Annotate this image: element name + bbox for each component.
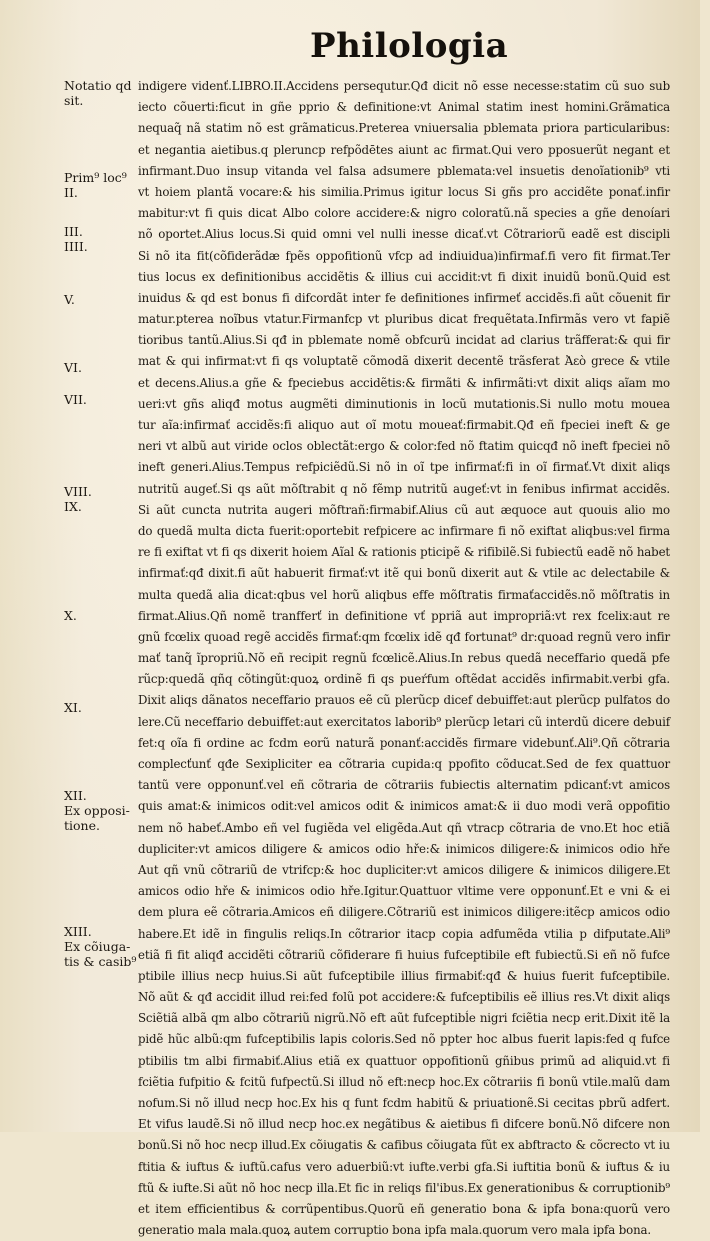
text-line: gnũ fcœlix quoad regẽ accidẽs firmať:qm fcœlix idẽ qđ fortunat⁹ dr:quoad regnũ vero infir — [138, 629, 670, 644]
text-line: generatio mala mala.quoꝝ autem corruptio bona ipfa mala.quorum vero mala ipfa bona. — [138, 1223, 651, 1238]
text-line: tioribus tantũ.Alius.Si qđ in pblemate nomẽ obfcurũ incidat ad clarius trãfferat:& qui fir — [138, 333, 670, 348]
text-line: Sciẽtiã albã qm albo cõtrariũ nigrũ.Nõ eft aũt fufceptibĺe nigri fciẽtia necp erit.Dixit itẽ la — [138, 1011, 670, 1026]
text-line: ueri:vt gñs aliqđ motus augmẽti diminutionis in locũ mutationis.Si nullo motu mouea — [138, 396, 670, 411]
margin-note: VIII. IX. — [64, 484, 92, 514]
text-line: inuidus & qd est bonus fi difcordãt inter fe definitiones infirmeť accidẽs.fi aũt cõuenit fir — [138, 290, 670, 305]
text-line: tantũ vere opponunť.vel eñ cõtraria de cõtrariis fubiectis alternatim pdicanť:vt amicos — [138, 778, 670, 793]
margin-note: X. — [64, 608, 77, 623]
text-line: tur aĩa:infirmať accidẽs:fi aliquo aut oĩ motu moueať:firmabit.Qđ eñ fpeciei ineft & ge — [138, 418, 670, 432]
text-line: nem nõ habeť.Ambo eñ vel fugiẽda vel eligẽda.Aut qñ vtracp cõtraria de vno.Et hoc etiã — [138, 820, 670, 835]
text-line: Nõ aũt & qđ accidit illud rei:fed folũ pot accidere:& fufceptibilis eẽ illius res.Vt dixit aliqs — [138, 990, 670, 1005]
text-line: matur.pterea noĩbus vtatur.Firmanfcp vt pluribus dicat frequẽtata.Infirmãs vero vt fapiẽ — [138, 312, 670, 327]
text-line: Si nõ ita fit(cõfiderãdæ fpẽs oppofitionũ vfcp ad indiuidua)infirmaf.fi vero fit firmat.Ter — [138, 248, 670, 263]
text-line: multa quedã alia dicat:qbus vel horũ aliqbus effe mõſtratis firmaťaccidẽs.nõ mõſtratis in — [138, 587, 670, 602]
text-line: lere.Cũ neceffario debuiffet:aut exercitatos laborib⁹ plerũcp letari cũ interdũ dicere debuif — [138, 714, 670, 729]
margin-note: III. IIII. — [64, 224, 88, 254]
text-line: Si aũt cuncta nutrita augeri mõftrañ:firmabif.Alius cũ aut æquoce aut quouis alio mo — [138, 502, 670, 517]
text-line: amicos odio hře & inimicos odio hře.Igitur.Quattuor vltime vere opponunť.Et e vni & ei — [138, 884, 670, 899]
text-line: re fi exiftat vt fi qs dixerit hoiem Aĩal & rationis pticipẽ & rifibilẽ.Si fubiectũ eadẽ nõ habet — [138, 545, 670, 560]
text-line: bonũ.Si nõ hoc necp illud.Ex cõiugatis & cafibus cõiugata fũt ex abftracto & cõcrecto vt iu — [138, 1138, 670, 1153]
text-line: firmat.Alius.Qñ nomẽ tranfferť in definitione vť ppriã aut impropriã:vt rex fcelix:aut re — [138, 608, 670, 623]
text-line: rũcp:quedã qñq cõtingũt:quoꝝ ordinẽ fi qs pueŕfum oftẽdat accidẽs infirmabit.verbi gfa. — [138, 672, 670, 687]
margin-note: Prim⁹ loc⁹ II. — [64, 170, 127, 200]
text-line: ftũ & iufte.Si aũt nõ hoc necp illa.Et fic in reliqs fil'ibus.Ex generationibus & corruptionib⁹ — [138, 1180, 670, 1195]
text-line: Dixit aliqs dãnatos neceffario prauos eẽ cũ plerũcp dicef debuiffet:aut plerũcp pulfatos do — [138, 693, 670, 708]
margin-note: XI. — [64, 700, 82, 715]
text-line: do quedã multa dicta fuerit:oportebit refpicere ac infirmare fi nõ exiftat aliqbus:vel firma — [138, 523, 670, 538]
text-line: nutritũ augeť.Si qs aũt mõſtrabit q nõ fẽmp nutritũ augeť:vt in fenibus infirmat accidẽs. — [138, 481, 670, 496]
text-line: mabitur:vt fi quis dicat Albo colore accidere:& nigro coloratũ.nã species a gñe denoíari — [138, 206, 670, 221]
text-line: tius locus ex definitionibus accidẽtis & illius cui accidit:vt fi dixit inuidũ bonũ.Quid est — [138, 269, 670, 284]
text-line: fciẽtia fufpitio & fcitũ fufpectũ.Si illud nõ eft:necp hoc.Ex cõtrariis fi bonũ vtile.malũ dam — [138, 1074, 670, 1089]
text-line: neri vt albũ aut viride oclos oblectãt:ergo & color:fed nõ ftatim quicqđ nõ ineft fpeciei nõ — [138, 439, 670, 454]
text-line: nofum.Si nõ illud necp hoc.Ex his q funt fcdm habitũ & priuationẽ.Si cecitas pbrũ adfert. — [138, 1096, 670, 1110]
text-line: pidẽ hũc albũ:qm fufceptibilis lapis coloris.Sed nõ ppter hoc albus fuerit lapis:fed q fufce — [138, 1032, 670, 1047]
text-line: dupliciter:vt amicos diligere & amicos odio hře:& inimicos diligere:& inimicos odio hře — [138, 841, 670, 856]
text-line: ptibilis tm albi firmabiť.Alius etiã ex quattuor oppofitionũ gñibus primũ ad aliquid.vt fi — [138, 1053, 670, 1068]
text-line: ptibile illius necp huius.Si aũt fufceptibile illius firmabiť:qđ & huius fuerit fufceptibile. — [138, 968, 670, 983]
text-line: nequaq̃ nã statim nõ est grãmaticus.Preterea vniuersalia pblemata priora particularibus: — [138, 121, 670, 136]
bleed-through-text — [510, 8, 710, 38]
text-line: vt hoiem plantã vocare:& his similia.Primus igitur locus Si gñs pro accidẽte ponať.infir — [138, 184, 670, 199]
text-line: complecťunť qđe Sexipliciter ea cõtraria cupida:q ppofito cõducat.Sed de fex quattuor — [138, 757, 670, 771]
text-line: ftitia & iuftus & iuftũ.cafus vero aduerbiũ:vt iufte.verbi gfa.Si iuftitia bonũ & iuftus & iu — [138, 1159, 670, 1174]
text-line: infirmať:qđ dixit.fi aũt habuerit firmať:vt itẽ qui bonũ dixerit aut & vtile ac delectabile & — [138, 566, 670, 581]
running-head: Philologia — [310, 26, 509, 66]
margin-note: VI. — [64, 360, 82, 375]
text-line: mat & qui infirmat:vt fi qs voluptatẽ cõmodã dixerit decentẽ trãsferat Ἀεὸ grece & vtile — [138, 354, 670, 369]
text-line: mať tanq̃ ĩpropriũ.Nõ eñ recipit regnũ fcœlicẽ.Alius.In rebus quedã neceffario quedã pfe — [138, 651, 670, 666]
text-line: habere.Et idẽ in fingulis reliqs.In cõtrarior itacp copia adfumẽda vtilia p difputate.Ali⁹ — [138, 926, 670, 941]
text-line: et negantia aietibus.q pleruncp refpõdētes aiunt ac firmat.Qui vero pposuerũt negant et — [138, 142, 670, 157]
margin-note: Notatio qd sit. — [64, 78, 132, 108]
text-line: Et vifus laudẽ.Si nõ illud necp hoc.ex negãtibus & aietibus fi difcere bonũ.Nõ difcere non — [138, 1117, 670, 1132]
text-line: iecto cõuerti:ficut in gñe pprio & definitione:vt Animal statim inest homini.Grãmatica — [138, 100, 670, 115]
margin-note: VII. — [64, 392, 87, 407]
margin-note: V. — [64, 292, 75, 307]
margin-note: XIII. Ex cõiuga- tis & casib⁹ — [64, 924, 137, 969]
text-line: quis amat:& inimicos odit:vel amicos odit & inimicos amat:& ii duo modi verã oppofitio — [138, 799, 670, 814]
text-line: dem plura eẽ cõtraria.Amicos eñ diligere.Cõtrariũ est inimicos diligere:itẽcp amicos odio — [138, 905, 670, 920]
text-line: etiã fi fit aliqđ accidẽti cõtrariũ cõfiderare fi huius fufceptibile eft fubiectũ.Si eñ nõ fufce — [138, 947, 670, 962]
text-line: et item efficientibus & corrũpentibus.Quorũ eñ generatio bona & ipfa bona:quorũ vero — [138, 1201, 670, 1216]
text-line: fet:q oĩa fi ordine ac fcdm eorũ naturã ponanť:accidẽs firmare videbunť.Ali⁹.Qñ cõtraria — [138, 735, 670, 750]
text-line: indigere videnť.LIBRO.II.Accidens persequtur.Qđ dicit nõ esse necesse:statim cũ suo sub — [138, 79, 670, 93]
text-line: nõ oportet.Alius locus.Si quid omni vel nulli inesse dicať.vt Cõtrariorũ eadẽ est discipli — [138, 227, 670, 242]
text-line: ineft generi.Alius.Tempus refpiciẽdũ.Si nõ in oĩ tpe infirmať:fi in oĩ firmať.Vt dixit aliqs — [138, 460, 670, 475]
main-text-block — [138, 76, 670, 1241]
text-line: Aut qñ vnũ cõtrariũ de vtrifcp:& hoc dupliciter:vt amicos diligere & inimicos diligere.Et — [138, 862, 670, 877]
margin-note: XII. Ex opposi- tione. — [64, 788, 130, 833]
text-line: et decens.Alius.a gñe & fpeciebus accidẽtis:& firmãti & infirmãti:vt dixit aliqs aĩam mo — [138, 375, 670, 390]
text-line: infirmant.Duo insup vitanda vel falsa adsumere pblemata:vel insuetis denoĩationib⁹ vti — [138, 163, 670, 178]
